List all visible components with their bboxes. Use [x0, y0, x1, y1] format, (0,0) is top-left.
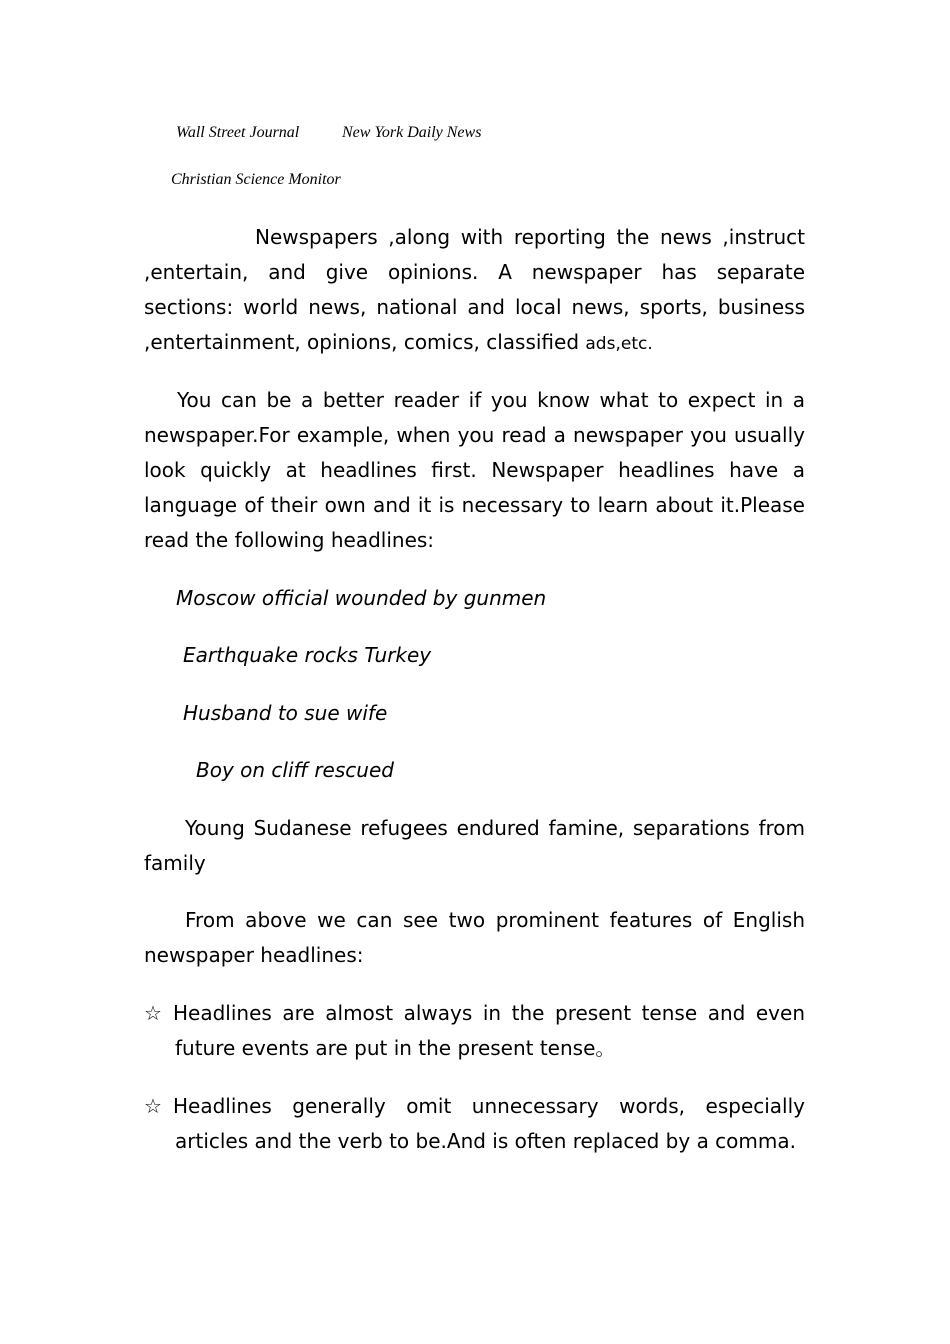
headline-example: Moscow official wounded by gunmen — [176, 586, 547, 610]
headline-example: Husband to sue wife — [183, 701, 388, 725]
feature-bullet — [144, 1089, 805, 1159]
paragraph-features-intro: From above we can see two prominent features of English newspaper headlines: — [144, 908, 805, 967]
star-icon: ☆ — [144, 1094, 162, 1118]
newspaper-name-wsj: Wall Street Journal — [176, 124, 300, 141]
headline-example: Boy on cliff rescued — [196, 758, 394, 782]
feature-bullet-text: Headlines generally omit unnecessary words, especially articles and the verb to be.And is often replaced by a comma. — [173, 1094, 805, 1153]
paragraph-sudanese-example: Young Sudanese refugees endured famine, separations from family — [144, 816, 805, 875]
paragraph-intro — [144, 220, 805, 362]
star-icon: ☆ — [144, 1001, 162, 1025]
paragraph-intro-main: Newspapers ,along with reporting the news ,instruct ,entertain, and give opinions. A newspaper has separate sections: world news, national and local news, sports, business ,entertainment, opinions, comics, classified — [144, 225, 805, 354]
newspaper-name-csm: Christian Science Monitor — [171, 171, 341, 188]
newspaper-name-nydn: New York Daily News — [342, 124, 482, 141]
paragraph-intro-tail: ads,etc. — [585, 334, 653, 354]
headline-example: Earthquake rocks Turkey — [183, 643, 432, 667]
paragraph-reading-tips: You can be a better reader if you know what to expect in a newspaper.For example, when you read a newspaper you usually look quickly at headlines first. Newspaper headlines have a language of their own and it is necessary to learn about it.Please read the following headlines: — [144, 388, 805, 552]
feature-bullet — [144, 996, 805, 1066]
feature-bullet-text: Headlines are almost always in the present tense and even future events are put in the present tense。 — [173, 1001, 805, 1060]
